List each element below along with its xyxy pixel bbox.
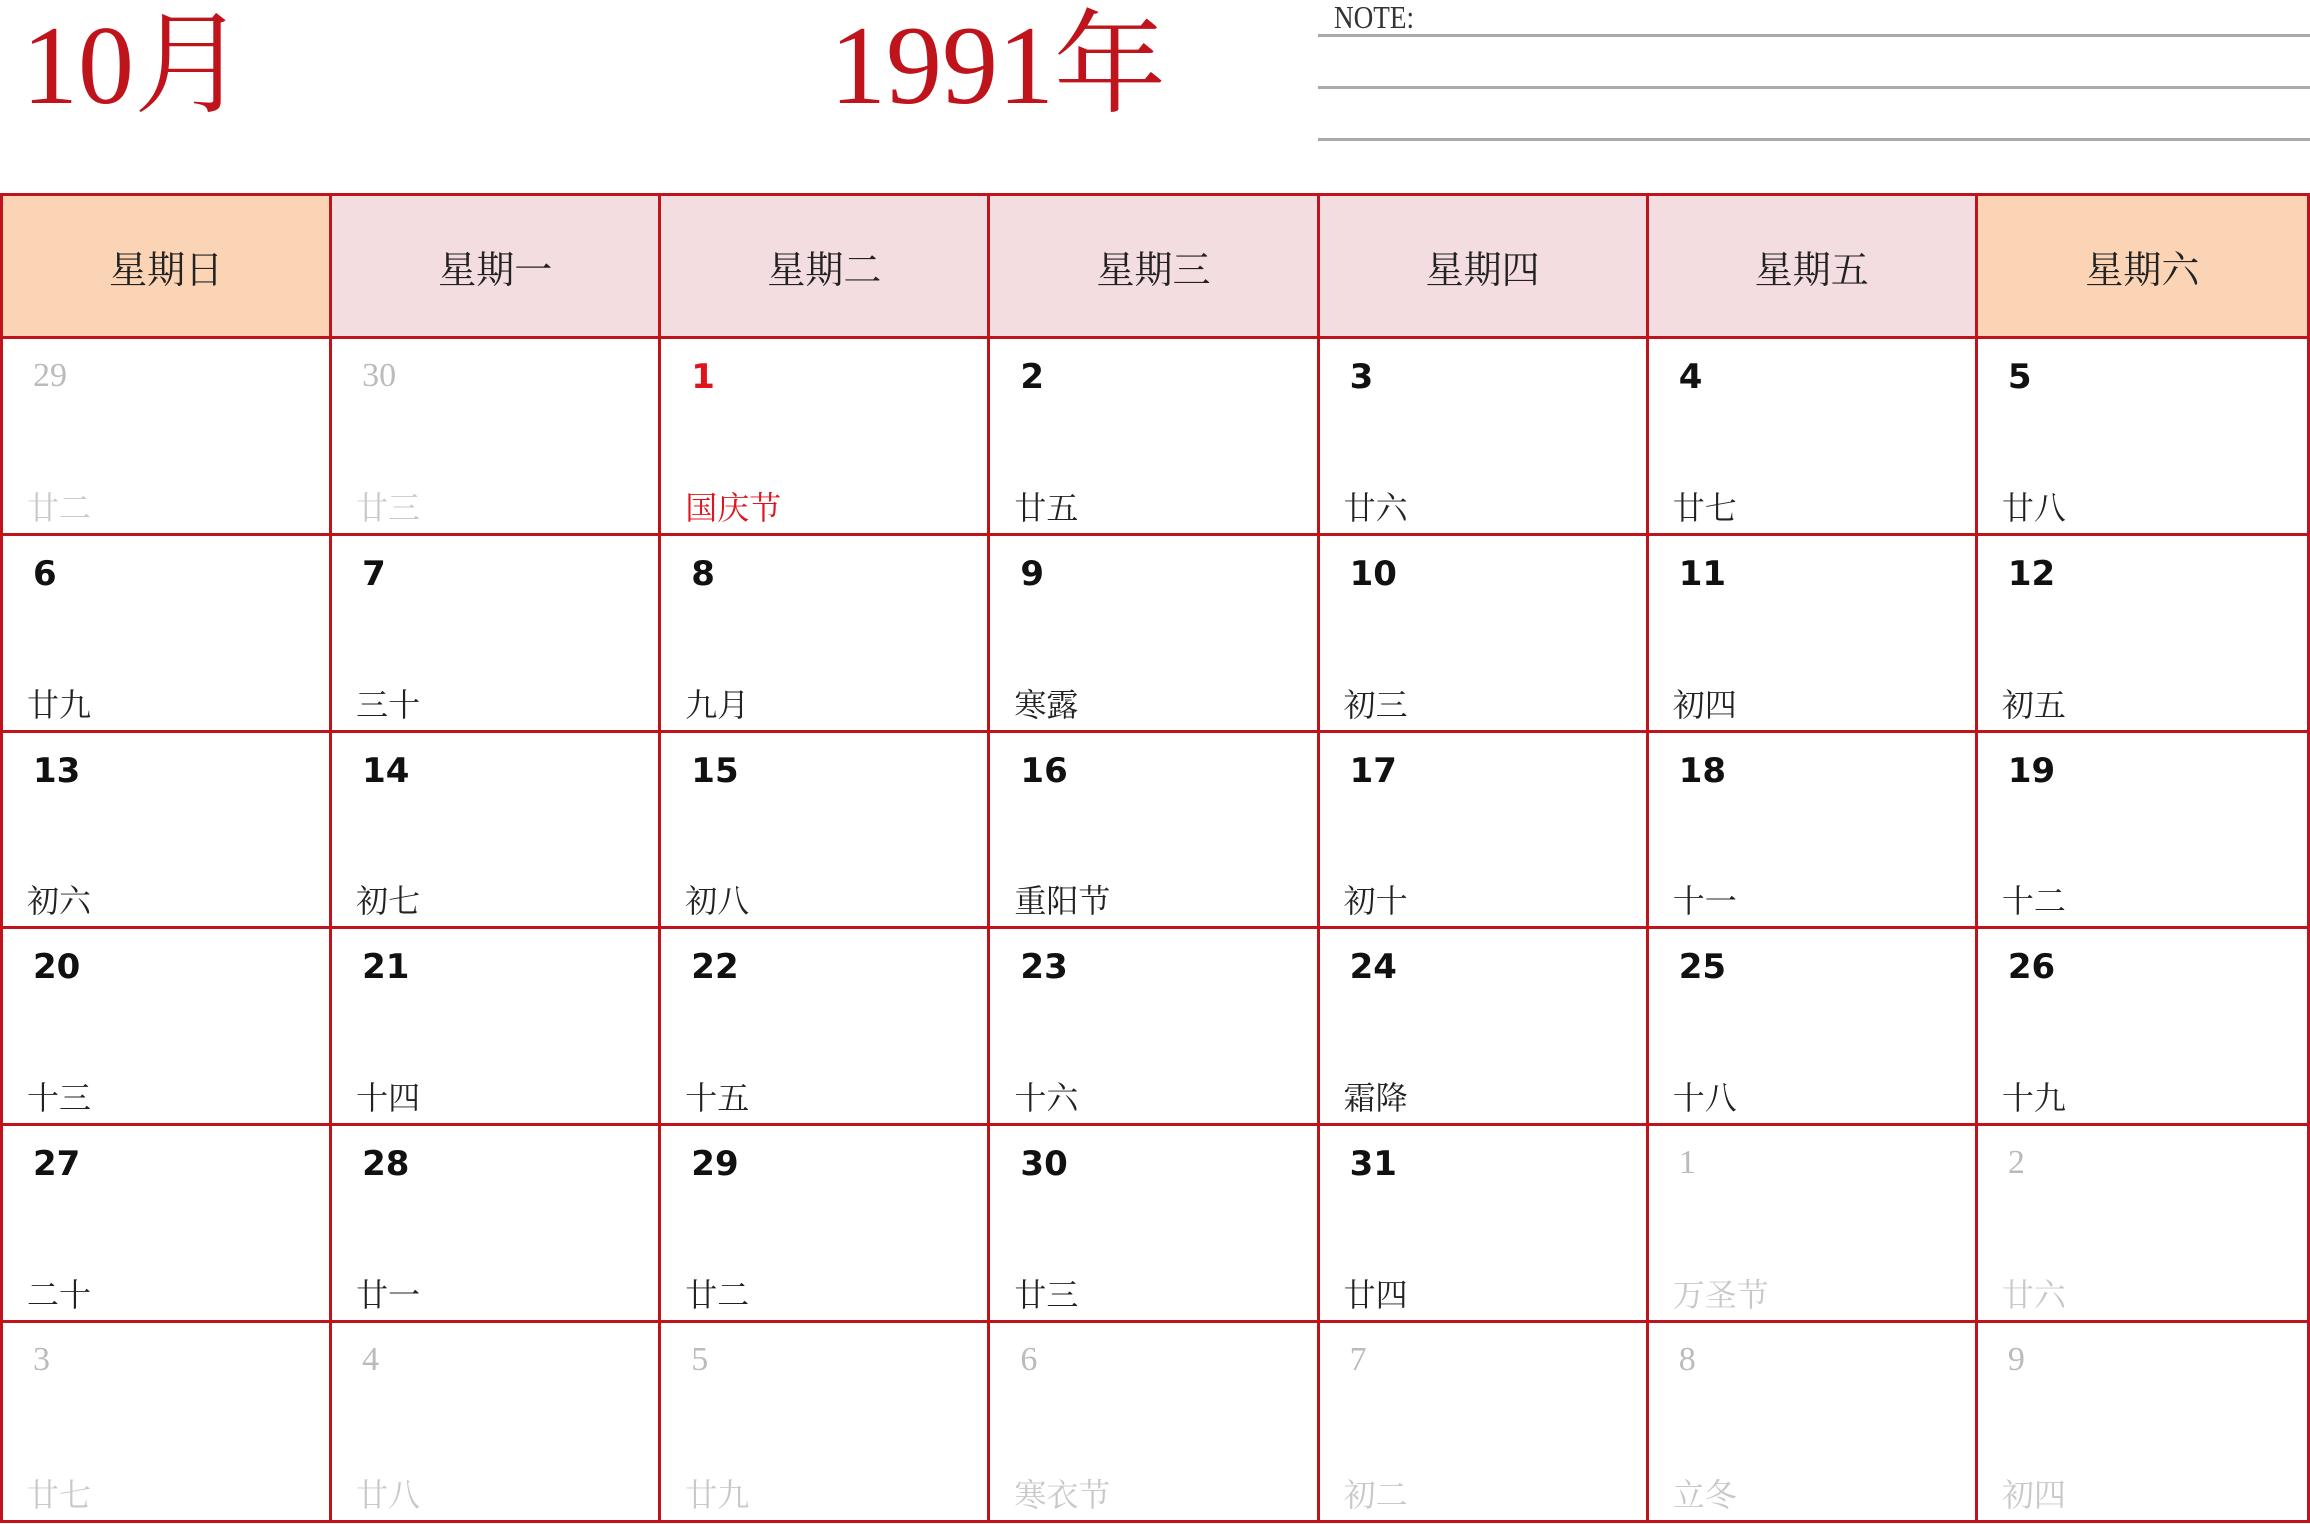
lunar-date: 廿九: [27, 685, 92, 724]
day-number: 8: [1678, 1341, 1696, 1379]
day-cell[interactable]: [661, 1126, 990, 1323]
day-cell[interactable]: [990, 339, 1319, 536]
lunar-date: 十六: [1014, 1079, 1079, 1118]
lunar-date: 初三: [1343, 685, 1408, 724]
day-cell[interactable]: [1320, 929, 1649, 1126]
lunar-date: 重阳节: [1014, 882, 1111, 921]
day-cell[interactable]: [1320, 339, 1649, 536]
day-number: 2: [2007, 1144, 2025, 1182]
lunar-date: 九月: [685, 685, 750, 724]
day-cell[interactable]: [661, 536, 990, 733]
day-number: 2: [1020, 357, 1045, 397]
day-number: 31: [1349, 1144, 1397, 1185]
day-cell[interactable]: [990, 536, 1319, 733]
day-number: 3: [1349, 357, 1374, 397]
day-cell[interactable]: [1649, 536, 1978, 733]
day-cell[interactable]: [990, 929, 1319, 1126]
day-number: 13: [33, 750, 81, 791]
lunar-date: 十一: [1672, 882, 1737, 921]
lunar-date: 十九: [2001, 1079, 2066, 1118]
day-number: 9: [2007, 1341, 2025, 1379]
weekday-header: 星期五: [1649, 196, 1978, 339]
day-number: 19: [2007, 750, 2056, 791]
weekday-header: 星期二: [661, 196, 990, 339]
lunar-date: 廿八: [2001, 488, 2066, 527]
lunar-date: 廿四: [1343, 1276, 1408, 1315]
day-cell[interactable]: [1978, 1323, 2307, 1520]
day-number: 23: [1020, 947, 1068, 988]
day-cell[interactable]: [661, 929, 990, 1126]
day-number: 18: [1678, 750, 1727, 791]
note-line: [1318, 138, 2310, 141]
day-cell[interactable]: [1978, 1126, 2307, 1323]
day-cell[interactable]: [661, 733, 990, 930]
year-title: 1991年: [830, 4, 1166, 128]
day-number: 28: [362, 1144, 410, 1185]
lunar-date: 廿一: [356, 1276, 421, 1315]
lunar-date: 廿三: [1014, 1276, 1079, 1315]
note-line: [1318, 86, 2310, 89]
day-number: 7: [1349, 1341, 1367, 1379]
lunar-date: 廿九: [685, 1475, 750, 1514]
note-area: [1318, 0, 2310, 145]
day-number: 22: [691, 947, 739, 988]
day-number: 16: [1020, 750, 1068, 791]
day-number: 1: [691, 357, 715, 397]
day-number: 1: [1678, 1144, 1696, 1182]
day-number: 11: [1678, 553, 1727, 594]
lunar-date: 廿五: [1014, 488, 1079, 527]
lunar-date: 廿二: [27, 488, 92, 527]
day-cell[interactable]: [1649, 1126, 1978, 1323]
day-cell[interactable]: [1320, 536, 1649, 733]
lunar-date: 初四: [1672, 685, 1737, 724]
day-number: 15: [691, 750, 739, 791]
lunar-date: 廿三: [356, 488, 421, 527]
day-number: 7: [362, 553, 386, 594]
day-cell[interactable]: [3, 536, 332, 733]
lunar-date: 廿六: [1343, 488, 1408, 527]
day-cell[interactable]: [661, 1323, 990, 1520]
day-cell[interactable]: [332, 929, 661, 1126]
lunar-date: 十八: [1672, 1079, 1737, 1118]
day-cell[interactable]: [1978, 929, 2307, 1126]
day-number: 9: [1020, 553, 1045, 594]
day-cell[interactable]: [3, 339, 332, 536]
lunar-date: 国庆节: [685, 488, 782, 527]
calendar-grid: [0, 193, 2310, 1523]
lunar-date: 立冬: [1672, 1475, 1737, 1514]
day-cell[interactable]: [1649, 1323, 1978, 1520]
day-number: 14: [362, 750, 410, 791]
day-number: 30: [362, 357, 397, 394]
day-number: 10: [1349, 553, 1397, 594]
lunar-date: 初六: [27, 882, 92, 921]
day-cell[interactable]: [1649, 339, 1978, 536]
lunar-date: 二十: [27, 1276, 92, 1315]
day-number: 20: [33, 947, 81, 988]
lunar-date: 万圣节: [1672, 1276, 1769, 1315]
lunar-date: 寒露: [1014, 685, 1079, 724]
lunar-date: 寒衣节: [1014, 1475, 1111, 1514]
lunar-date: 廿二: [685, 1276, 750, 1315]
day-number: 8: [691, 553, 715, 594]
day-number: 27: [33, 1144, 81, 1185]
day-cell[interactable]: [332, 1323, 661, 1520]
lunar-date: 初四: [2001, 1475, 2066, 1514]
day-cell[interactable]: [332, 536, 661, 733]
lunar-date: 初八: [685, 882, 750, 921]
day-number: 25: [1678, 947, 1727, 988]
weekday-header: 星期日: [3, 196, 332, 339]
day-cell[interactable]: [1649, 733, 1978, 930]
day-cell[interactable]: [1320, 1323, 1649, 1520]
lunar-date: 十三: [27, 1079, 92, 1118]
weekday-header: 星期六: [1978, 196, 2307, 339]
day-cell[interactable]: [1978, 536, 2307, 733]
day-cell[interactable]: [1978, 339, 2307, 536]
day-number: 30: [1020, 1144, 1068, 1185]
day-number: 17: [1349, 750, 1397, 791]
day-cell[interactable]: [661, 339, 990, 536]
day-number: 24: [1349, 947, 1397, 988]
weekday-header: 星期三: [990, 196, 1319, 339]
day-cell[interactable]: [3, 1126, 332, 1323]
day-number: 4: [362, 1341, 380, 1379]
day-number: 29: [33, 357, 67, 394]
day-cell[interactable]: [332, 1126, 661, 1323]
lunar-date: 初二: [1343, 1475, 1408, 1514]
day-cell[interactable]: [990, 1323, 1319, 1520]
day-cell[interactable]: [1320, 733, 1649, 930]
day-cell[interactable]: [990, 1126, 1319, 1323]
day-cell[interactable]: [1649, 929, 1978, 1126]
day-number: 5: [691, 1341, 709, 1379]
weekday-header: 星期四: [1320, 196, 1649, 339]
lunar-date: 廿八: [356, 1475, 421, 1514]
lunar-date: 十五: [685, 1079, 750, 1118]
day-number: 6: [1020, 1341, 1038, 1379]
lunar-date: 廿六: [2001, 1276, 2066, 1315]
lunar-date: 初十: [1343, 882, 1408, 921]
lunar-date: 廿七: [1672, 488, 1737, 527]
weekday-header: 星期一: [332, 196, 661, 339]
day-cell[interactable]: [332, 339, 661, 536]
lunar-date: 三十: [356, 685, 421, 724]
day-cell[interactable]: [1978, 733, 2307, 930]
day-cell[interactable]: [332, 733, 661, 930]
day-number: 4: [1678, 357, 1703, 397]
note-line: [1318, 34, 2310, 37]
day-number: 12: [2007, 553, 2056, 594]
day-cell[interactable]: [1320, 1126, 1649, 1323]
lunar-date: 廿七: [27, 1475, 92, 1514]
day-number: 21: [362, 947, 410, 988]
lunar-date: 初七: [356, 882, 421, 921]
day-number: 26: [2007, 947, 2056, 988]
day-number: 29: [691, 1144, 739, 1185]
month-title: 10月: [22, 4, 246, 128]
day-cell[interactable]: [3, 733, 332, 930]
day-cell[interactable]: [3, 1323, 332, 1520]
day-number: 3: [33, 1341, 50, 1379]
day-cell[interactable]: [990, 733, 1319, 930]
day-number: 6: [33, 553, 57, 594]
day-cell[interactable]: [3, 929, 332, 1126]
lunar-date: 初五: [2001, 685, 2066, 724]
lunar-date: 十四: [356, 1079, 421, 1118]
lunar-date: 霜降: [1343, 1079, 1408, 1118]
note-label: NOTE:: [1334, 0, 1415, 35]
day-number: 5: [2007, 357, 2032, 397]
lunar-date: 十二: [2001, 882, 2066, 921]
